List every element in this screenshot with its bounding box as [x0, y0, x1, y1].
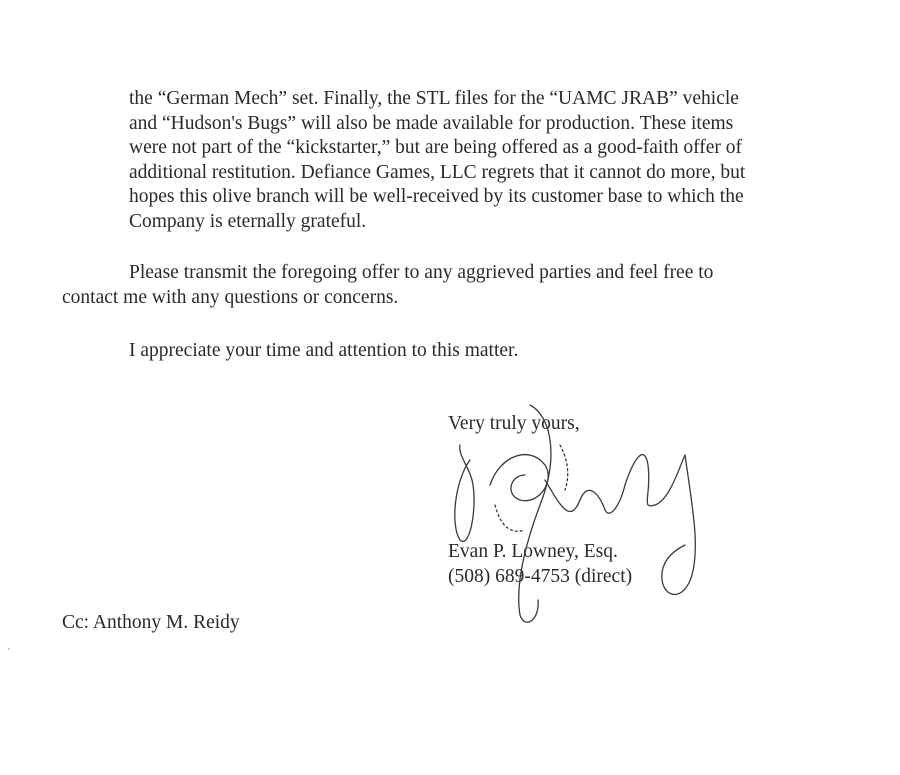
text-line: additional restitution. Defiance Games, LLC regrets that it cannot do more, but [129, 161, 746, 183]
scan-speck [8, 648, 10, 650]
body-paragraph-request [62, 261, 713, 310]
closing-salutation: Very truly yours, [448, 413, 580, 434]
cc-line: Cc: Anthony M. Reidy [62, 612, 240, 633]
signer-name: Evan P. Lowney, Esq. [448, 541, 618, 562]
handwritten-signature [430, 385, 720, 635]
text-line: contact me with any questions or concerns. [62, 286, 399, 308]
text-line: Company is eternally grateful. [129, 210, 367, 232]
body-paragraph-continuation [129, 87, 745, 234]
body-paragraph-thanks: I appreciate your time and attention to this matter. [129, 340, 519, 361]
text-line: the “German Mech” set. Finally, the STL files for the “UAMC JRAB” vehicle [129, 88, 739, 109]
text-line: and “Hudson's Bugs” will also be made available for production. These items [129, 112, 734, 134]
text-line: hopes this olive branch will be well-received by its customer base to which the [129, 186, 744, 207]
text-line: Please transmit the foregoing offer to any aggrieved parties and feel free to [129, 262, 714, 283]
text-line: were not part of the “kickstarter,” but are being offered as a good-faith offer of [129, 137, 743, 158]
signer-phone: (508) 689-4753 (direct) [448, 566, 633, 587]
